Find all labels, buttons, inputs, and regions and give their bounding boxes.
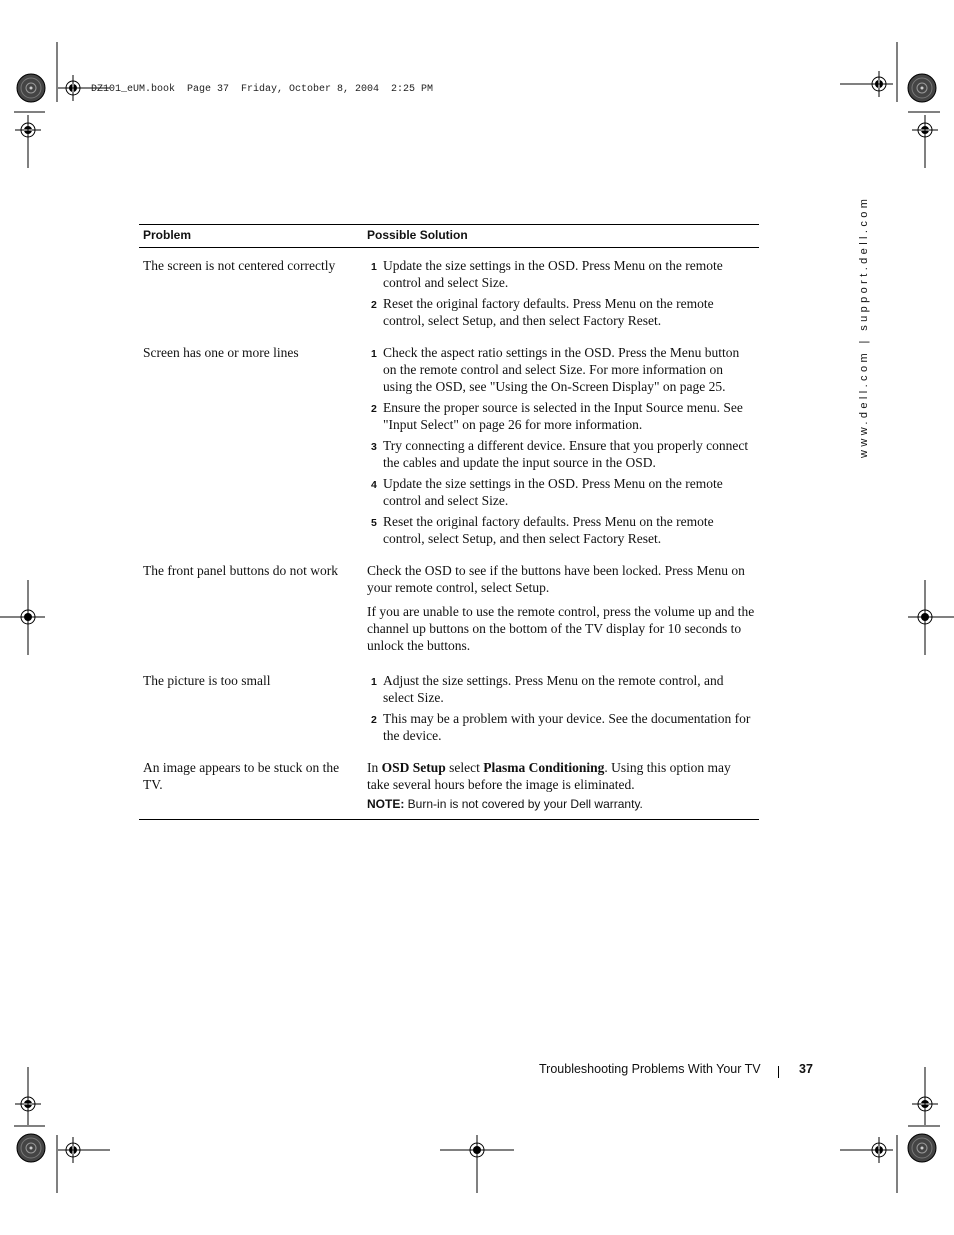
step-number: 1	[371, 261, 377, 273]
menu-name-osd-setup: OSD Setup	[381, 760, 446, 775]
step-text: This may be a problem with your device. See the documentation for the device.	[383, 711, 751, 743]
side-url: www.dell.com | support.dell.com	[858, 195, 870, 458]
table-row	[139, 248, 759, 336]
step-number: 2	[371, 403, 377, 415]
step-text: Check the aspect ratio settings in the OSD. Press the Menu button on the remote control and select Size. For more information on using the OSD, see "Using the On-Screen Display" on page 25.	[383, 345, 740, 394]
problem-cell: An image appears to be stuck on the TV.	[139, 750, 363, 820]
footer-chapter-title: Troubleshooting Problems With Your TV	[539, 1062, 761, 1076]
step-number: 4	[371, 479, 377, 491]
step-number: 5	[371, 517, 377, 529]
step-number: 1	[371, 348, 377, 360]
table-row	[139, 335, 759, 553]
page-number: 37	[799, 1062, 813, 1076]
rich-text: In	[367, 760, 382, 775]
solution-paragraph: Check the OSD to see if the buttons have been locked. Press Menu on your remote control, select Setup.	[367, 563, 745, 595]
note-text: Burn-in is not covered by your Dell warranty.	[404, 797, 643, 811]
option-name-plasma-conditioning: Plasma Conditioning	[483, 760, 605, 775]
print-header: DZ101_eUM.book Page 37 Friday, October 8, 2004 2:25 PM	[91, 84, 434, 95]
step-text: Reset the original factory defaults. Press Menu on the remote control, select Setup, and then select Factory Reset.	[383, 296, 714, 328]
step-number: 1	[371, 676, 377, 688]
step-number: 2	[371, 299, 377, 311]
solution-cell	[363, 553, 759, 663]
solution-cell	[363, 750, 759, 820]
troubleshooting-table	[139, 224, 759, 820]
solution-step	[367, 437, 755, 471]
solution-step	[367, 344, 755, 395]
step-text: Ensure the proper source is selected in the Input Source menu. See "Input Select" on page 26 for more information.	[383, 400, 743, 432]
step-text: Try connecting a different device. Ensure that you properly connect the cables and update the input source in the OSD.	[383, 438, 749, 470]
problem-cell: The screen is not centered correctly	[143, 258, 336, 273]
footer-separator	[778, 1066, 779, 1078]
solution-step	[367, 257, 755, 291]
solution-cell	[363, 663, 759, 750]
solution-paragraph: If you are unable to use the remote control, press the volume up and the channel up buttons on the bottom of the TV display for 10 seconds to unlock the buttons.	[367, 604, 755, 653]
table-row	[139, 553, 759, 663]
solution-cell	[363, 335, 759, 553]
solution-step	[367, 513, 755, 547]
table-row	[139, 663, 759, 750]
solution-column-header: Possible Solution	[363, 225, 759, 248]
solution-step	[367, 672, 755, 706]
note	[367, 796, 755, 813]
note-label: NOTE:	[367, 797, 405, 811]
problem-cell: The picture is too small	[143, 673, 271, 688]
step-text: Adjust the size settings. Press Menu on the remote control, and select Size.	[383, 673, 724, 705]
rich-text: select	[445, 760, 484, 775]
step-number: 2	[371, 714, 377, 726]
step-number: 3	[371, 441, 377, 453]
solution-paragraph	[367, 759, 755, 793]
step-text: Reset the original factory defaults. Press Menu on the remote control, select Setup, and then select Factory Reset.	[383, 514, 714, 546]
problem-column-header: Problem	[139, 225, 363, 248]
solution-cell	[363, 248, 759, 336]
problem-cell: Screen has one or more lines	[143, 345, 299, 360]
solution-step	[367, 475, 755, 509]
solution-step	[367, 710, 755, 744]
problem-cell: The front panel buttons do not work	[143, 563, 338, 578]
step-text: Update the size settings in the OSD. Press Menu on the remote control and select Size.	[383, 476, 723, 508]
solution-step	[367, 399, 755, 433]
solution-step	[367, 295, 755, 329]
rich-text: . Using this option may take several hours before the image is eliminated.	[367, 760, 731, 792]
table-header-row	[139, 225, 759, 248]
table-row	[139, 750, 759, 820]
step-text: Update the size settings in the OSD. Press Menu on the remote control and select Size.	[383, 258, 723, 290]
